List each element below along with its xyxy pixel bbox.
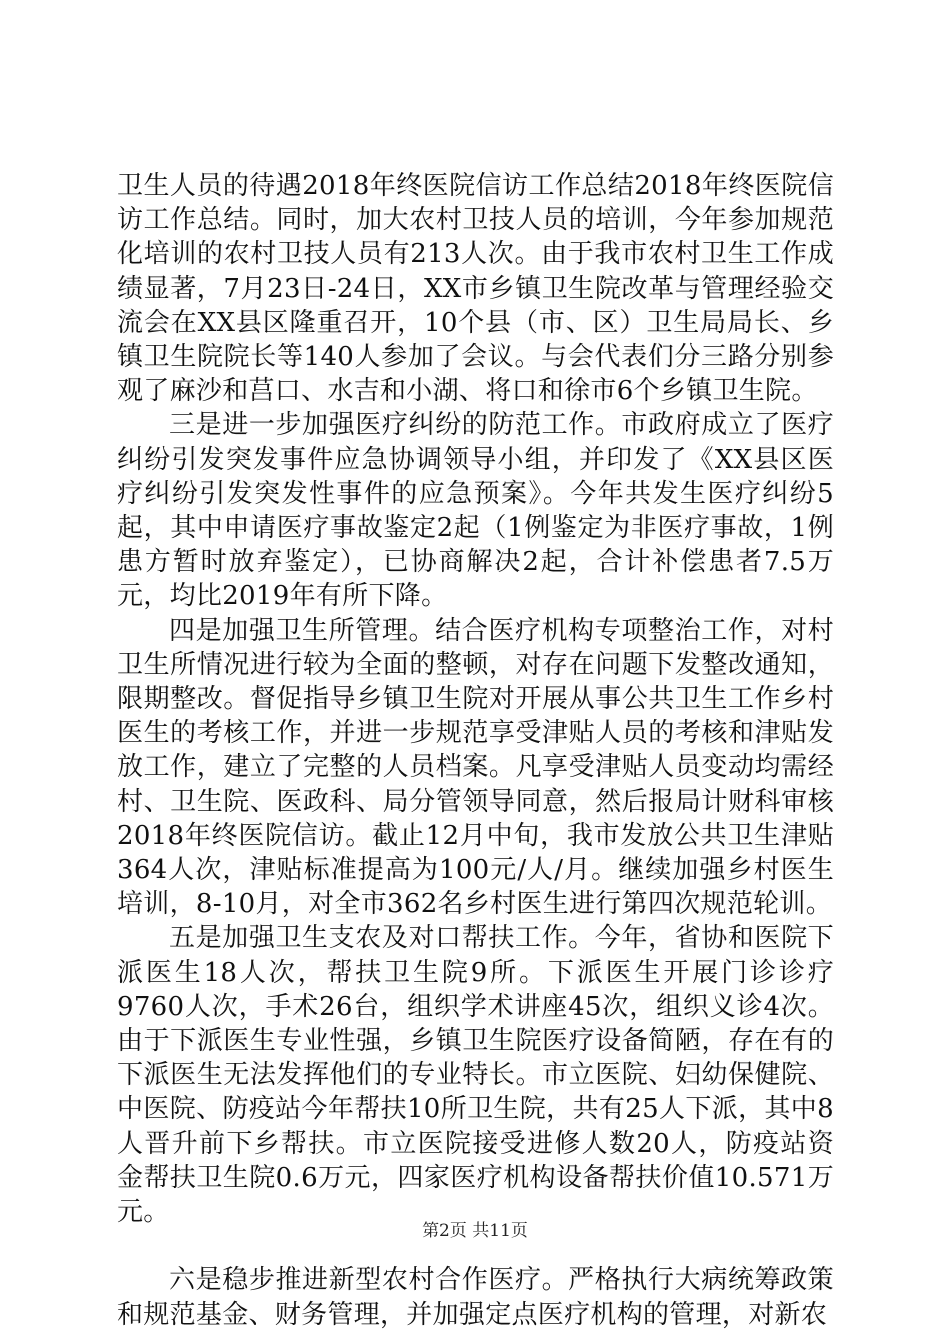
paragraph-item-4: 四是加强卫生所管理。结合医疗机构专项整治工作，对村卫生所情况进行较为全面的整顿，对存在问题下发整改通知，限期整改。督促指导乡镇卫生院对开展从事公共卫生工作乡村医生的考核工作，并进一步规范享受津贴人员的考核和津贴发放工作，建立了完整的人员档案。凡享受津贴人员变动均需经村、卫生院、医政科、局分管领导同意，然后报局计财科审核2018年终医院信访。截止12月中旬，我市发放公共卫生津贴364人次，津贴标准提高为100元/人/月。继续加强乡村医生培训，8-10月，对全市362名乡村医生进行第四次规范轮训。 bbox=[117, 615, 834, 920]
paragraph-item-5: 五是加强卫生支农及对口帮扶工作。今年，省协和医院下派医生18人次，帮扶卫生院9所。下派医生开展门诊诊疗9760人次，手术26台，组织学术讲座45次，组织义诊4次。由于下派医生专业性强，乡镇卫生院医疗设备简陋，存在有的下派医生无法发挥他们的专业特长。市立医院、妇幼保健院、中医院、防疫站今年帮扶10所卫生院，共有25人下派，其中8人晋升前下乡帮扶。市立医院接受进修人数20人，防疫站资金帮扶卫生院0.6万元，四家医疗机构设备帮扶价值10.571万元。 bbox=[117, 923, 834, 1228]
paragraph-continued: 卫生人员的待遇2018年终医院信访工作总结2018年终医院信访工作总结。同时，加大农村卫技人员的培训，今年参加规范化培训的农村卫技人员有213人次。由于我市农村卫生工作成绩显著，7月23日-24日，XX市乡镇卫生院改革与管理经验交流会在XX县区隆重召开，10个县（市、区）卫生局局长、乡镇卫生院院长等140人参加了会议。与会代表们分三路分别参观了麻沙和莒口、水吉和小湖、将口和徐市6个乡镇卫生院。 bbox=[117, 171, 834, 407]
paragraph-item-6: 六是稳步推进新型农村合作医疗。严格执行大病统筹政策和规范基金、财务管理，并加强定点医疗机构的管理，对新农 bbox=[117, 1265, 834, 1330]
page-number-footer: 第2页 共11页 bbox=[422, 1221, 528, 1241]
body-text bbox=[117, 169, 834, 1332]
paragraph-item-3: 三是进一步加强医疗纠纷的防范工作。市政府成立了医疗纠纷引发突发事件应急协调领导小组，并印发了《XX县区医疗纠纷引发突发性事件的应急预案》。今年共发生医疗纠纷5起，其中申请医疗事故鉴定2起（1例鉴定为非医疗事故，1例患方暂时放弃鉴定），已协商解决2起，合计补偿患者7.5万元，均比2019年有所下降。 bbox=[117, 410, 834, 612]
